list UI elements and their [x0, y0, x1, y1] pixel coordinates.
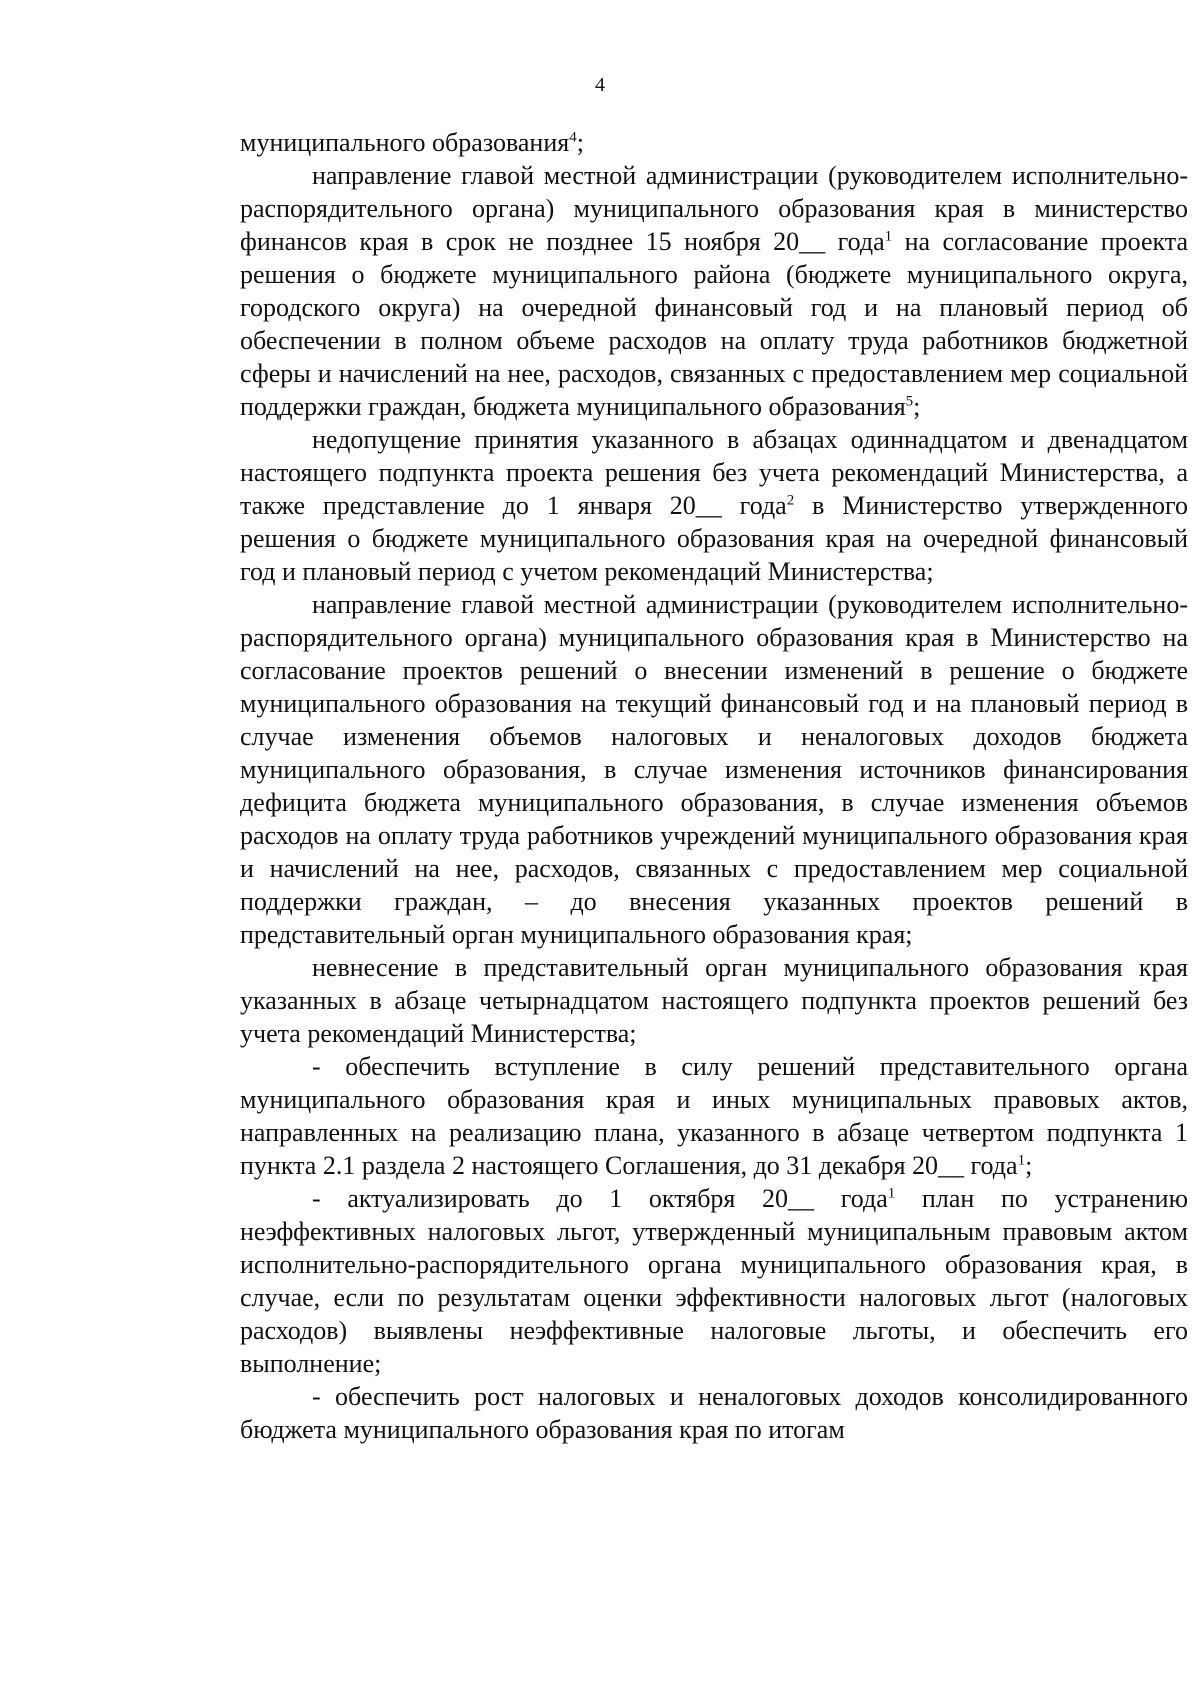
- paragraph: [240, 126, 1188, 159]
- paragraph-text: ;: [576, 128, 584, 157]
- footnote-ref: 1: [1017, 1152, 1026, 1169]
- paragraph-text: ;: [913, 392, 921, 421]
- footnote-ref: 4: [569, 129, 577, 146]
- page-number: 4: [595, 74, 605, 96]
- paragraph: [240, 1182, 1188, 1380]
- document-body: [240, 126, 1188, 1446]
- paragraph: [240, 1050, 1188, 1182]
- paragraph-text: направление главой местной администрации (руководителем исполнительно-распорядительного органа) муниципального образования края в Министерство на согласование проектов решений о внесении изменений в решение о бюджете муниципального образования на текущий финансовый год и на плановый период в случае изменения объемов налоговых и неналоговых доходов бюджета муниципального образования, в случае изменения источников финансирования дефицита бюджета муниципального образования, в случае изменения объемов расходов на оплату труда работников учреждений муниципального образования края и начислений на нее, расходов, связанных с предоставлением мер социальной поддержки граждан, – до внесения указанных проектов решений в представительный орган муниципального образования края;: [240, 590, 1188, 949]
- footnote-ref: 2: [786, 492, 795, 509]
- footnote-ref: 1: [884, 228, 893, 245]
- paragraph: [240, 951, 1188, 1050]
- paragraph-text: - обеспечить вступление в силу решений представительного органа муниципального образования края и иных муниципальных правовых актов, направленных на реализацию плана, указанного в абзаце четвертом подпункта 1 пункта 2.1 раздела 2 настоящего Соглашения, до 31 декабря 20__ года: [240, 1052, 1188, 1180]
- paragraph-text: в Министерство утвержденного решения о бюджете муниципального образования края на очередной финансовый год и плановый период с учетом рекомендаций Министерства;: [240, 491, 1189, 586]
- paragraph: [240, 423, 1188, 588]
- paragraph-text: - обеспечить рост налоговых и неналоговых доходов консолидированного бюджета муниципального образования края по итогам: [240, 1382, 1188, 1444]
- paragraph-text: недопущение принятия указанного в абзацах одиннадцатом и двенадцатом настоящего подпункта проекта решения без учета рекомендаций Министерства, а также представление до 1 января 20__ года: [240, 425, 1188, 520]
- paragraph: [240, 1380, 1188, 1446]
- paragraph: [240, 159, 1188, 423]
- paragraph: [240, 588, 1188, 951]
- paragraph-text: ;: [1025, 1151, 1033, 1180]
- footnote-ref: 1: [887, 1185, 896, 1202]
- paragraph-text: - актуализировать до 1 октября 20__ года: [312, 1184, 888, 1213]
- footnote-ref: 5: [905, 393, 914, 410]
- paragraph-text: на согласование проекта решения о бюджете муниципального района (бюджете муниципального округа, городского округа) на очередной финансовый год и на плановый период об обеспечении в полном объеме расходов на оплату труда работников бюджетной сферы и начислений на нее, расходов, связанных с предоставлением мер социальной поддержки граждан, бюджета муниципального образования: [240, 227, 1188, 421]
- paragraph-text: план по устранению неэффективных налоговых льгот, утвержденный муниципальным правовым актом исполнительно-распорядительного органа муниципального образования края, в случае, если по результатам оценки эффективности налоговых льгот (налоговых расходов) выявлены неэффективные налоговые льготы, и обеспечить его выполнение;: [240, 1184, 1188, 1378]
- paragraph-text: направление главой местной администрации (руководителем исполнительно-распорядительного органа) муниципального образования края в министерство финансов края в срок не позднее 15 ноября 20__ года: [240, 161, 1188, 256]
- paragraph-text: невнесение в представительный орган муниципального образования края указанных в абзаце четырнадцатом настоящего подпункта проектов решений без учета рекомендаций Министерства;: [240, 953, 1188, 1048]
- paragraph-text: муниципального образования: [240, 128, 570, 157]
